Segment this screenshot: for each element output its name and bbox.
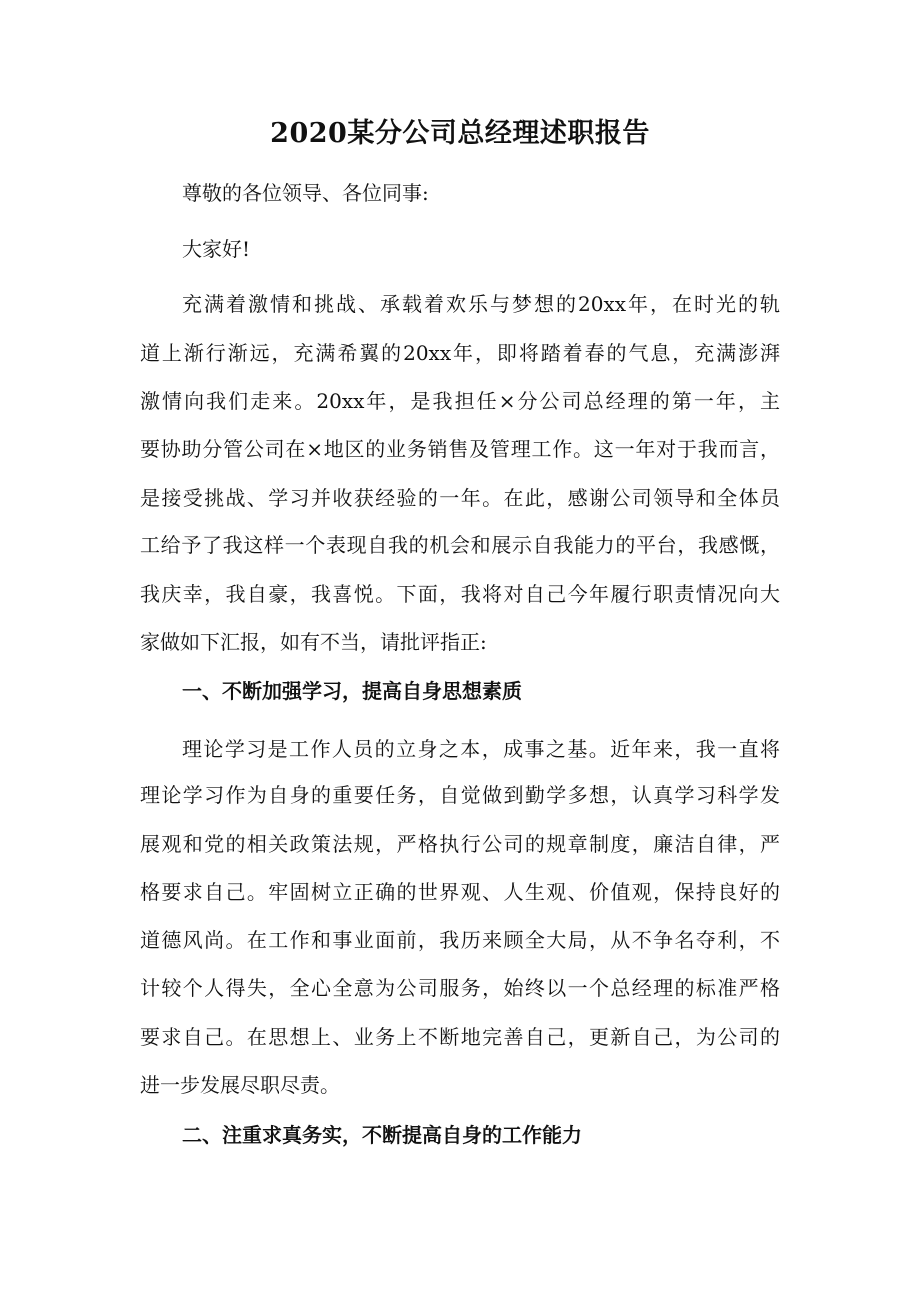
intro-line: 激情向我们走来。20xx年，是我担任×分公司总经理的第一年，主 [140, 389, 780, 413]
intro-line: 我庆幸，我自豪，我喜悦。下面，我将对自己今年履行职责情况向大 [140, 582, 780, 606]
intro-line: 家做如下汇报，如有不当，请批评指正: [140, 630, 487, 654]
section-line: 理论学习作为自身的重要任务，自觉做到勤学多想，认真学习科学发 [140, 783, 780, 807]
greeting: 大家好! [182, 237, 251, 261]
section-heading: 二、注重求真务实，不断提高自身的工作能力 [182, 1123, 582, 1147]
section-line: 要求自己。在思想上、业务上不断地完善自己，更新自己，为公司的 [140, 1025, 780, 1049]
intro-line: 道上渐行渐远，充满希翼的20xx年，即将踏着春的气息，充满澎湃 [140, 341, 780, 365]
section-line: 展观和党的相关政策法规，严格执行公司的规章制度，廉洁自律，严 [140, 832, 780, 856]
intro-line: 充满着激情和挑战、承载着欢乐与梦想的20xx年，在时光的轨 [182, 292, 780, 316]
section-line: 理论学习是工作人员的立身之本，成事之基。近年来，我一直将 [182, 737, 780, 761]
document-title: 2020某分公司总经理述职报告 [270, 118, 650, 149]
section-heading: 一、不断加强学习，提高自身思想素质 [182, 679, 522, 703]
intro-line: 工给予了我这样一个表现自我的机会和展示自我能力的平台，我感慨， [140, 533, 780, 557]
section-line: 进一步发展尽职尽责。 [140, 1073, 340, 1097]
intro-line: 是接受挑战、学习并收获经验的一年。在此，感谢公司领导和全体员 [140, 486, 780, 510]
section-line: 格要求自己。牢固树立正确的世界观、人生观、价值观，保持良好的 [140, 880, 780, 904]
section-line: 计较个人得失，全心全意为公司服务，始终以一个总经理的标准严格 [140, 976, 780, 1000]
salutation: 尊敬的各位领导、各位同事: [182, 181, 429, 205]
intro-line: 要协助分管公司在×地区的业务销售及管理工作。这一年对于我而言， [140, 437, 780, 461]
section-line: 道德风尚。在工作和事业面前，我历来顾全大局，从不争名夺利，不 [140, 928, 780, 952]
